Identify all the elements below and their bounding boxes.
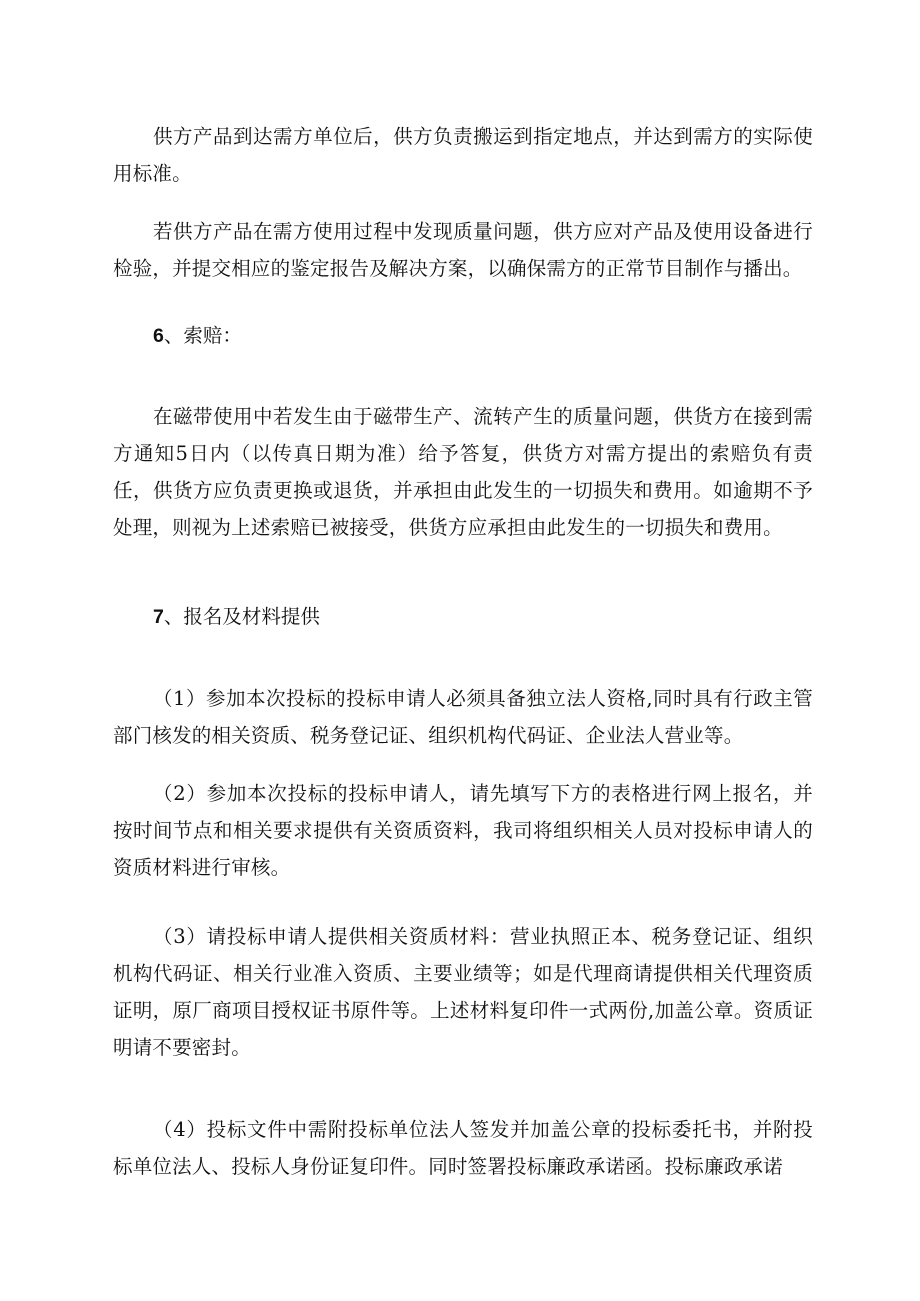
section-heading-registration [153,598,320,636]
list-item-2: （2）参加本次投标的投标申请人，请先填写下方的表格进行网上报名，并按时间节点和相关要求提供有关资质资料，我司将组织相关人员对投标申请人的资质材料进行审核。 [113,782,813,879]
list-item-1: （1）参加本次投标的投标申请人必须具备独立法人资格,同时具有行政主管部门核发的相关资质、税务登记证、组织机构代码证、企业法人营业等。 [113,687,813,747]
paragraph-claims: 在磁带使用中若发生由于磁带生产、流转产生的质量问题，供货方在接到需方通知5日内（以传真日期为准）给予答复，供货方对需方提出的索赔负有责任，供货方应负责更换或退货，并承担由此发生的一切损失和费用。如逾期不予处理，则视为上述索赔已被接受，供货方应承担由此发生的一切损失和费用。 [113,405,813,539]
section-title: 、索赔： [163,324,242,347]
section-title: 、报名及材料提供 [163,605,320,628]
paragraph-delivery: 供方产品到达需方单位后，供方负责搬运到指定地点，并达到需方的实际使用标准。 [113,125,813,185]
list-item-4: （4）投标文件中需附投标单位法人签发并加盖公章的投标委托书，并附投标单位法人、投标人身份证复印件。同时签署投标廉政承诺函。投标廉政承诺 [113,1118,813,1178]
section-number: 6 [153,325,164,347]
list-item-3: （3）请投标申请人提供相关资质材料：营业执照正本、税务登记证、组织机构代码证、相关行业准入资质、主要业绩等；如是代理商请提供相关代理资质证明，原厂商项目授权证书原件等。上述材料复印件一式两份,加盖公章。资质证明请不要密封。 [113,925,813,1059]
paragraph-quality: 若供方产品在需方使用过程中发现质量问题，供方应对产品及使用设备进行检验，并提交相应的鉴定报告及解决方案，以确保需方的正常节目制作与播出。 [113,220,813,280]
section-number: 7 [153,606,164,628]
section-heading-claims [153,317,242,355]
